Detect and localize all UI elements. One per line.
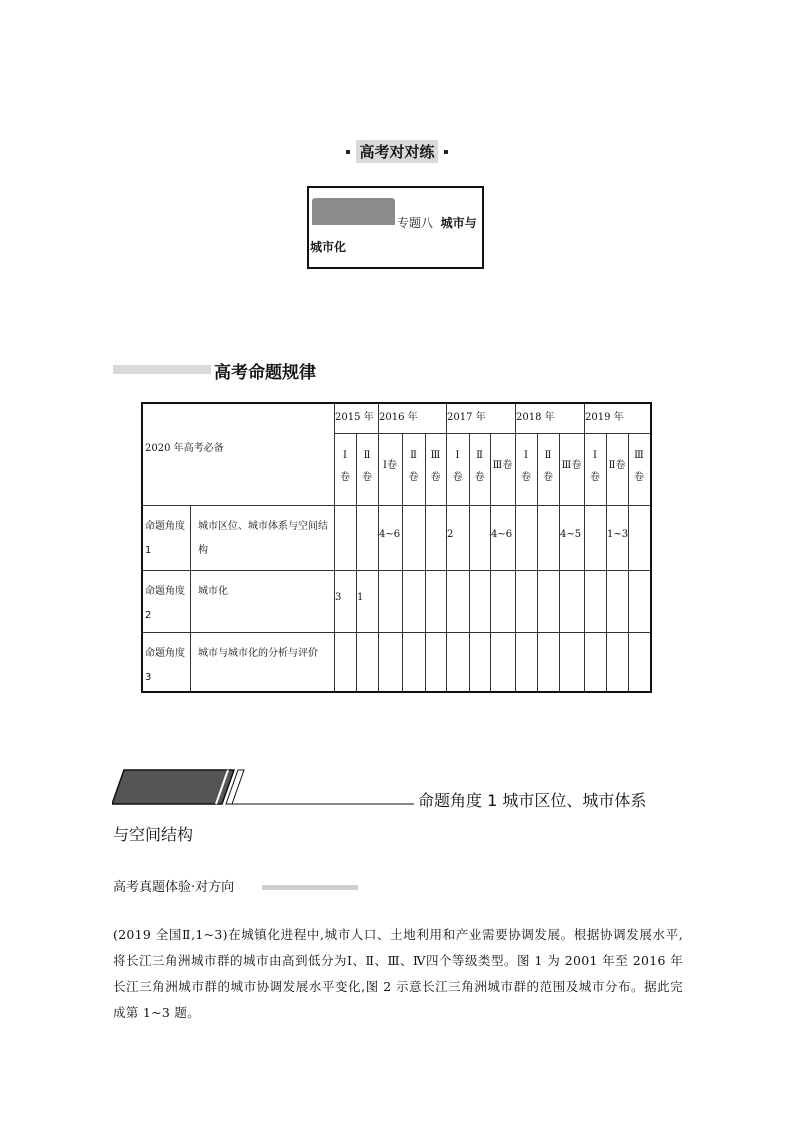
- table-cell-value: 4~6: [491, 528, 513, 540]
- table-paper-header: Ⅱ: [544, 450, 552, 461]
- table-paper-header: 卷: [543, 472, 553, 483]
- topic-box: [307, 186, 484, 269]
- table-grid-line: [334, 404, 335, 691]
- table-paper-header: 卷: [430, 472, 441, 483]
- table-cell-value: 1~3: [607, 528, 629, 540]
- table-paper-header: Ⅱ: [410, 450, 417, 461]
- table-paper-header: Ⅱ: [363, 450, 371, 461]
- table-row-angle: 命题角度 2: [145, 586, 185, 621]
- table-paper-header: Ⅲ卷: [561, 460, 582, 471]
- page-header: [0, 140, 794, 163]
- intro-paragraph: (2019 全国Ⅱ,1~3)在城镇化进程中,城市人口、土地利用和产业需要协调发展。根据协调发展水平,将长江三角洲城市群的城市由高到低分为Ⅰ、Ⅱ、Ⅲ、Ⅳ四个等级类型。图 1 为 2001 年至 2016 年长江三角洲城市群的城市协调发展水平变化,图 2 示意长江三角洲城市群的范围及城市分布。据此完成第 1~3 题。: [113, 927, 683, 1020]
- table-paper-header: 卷: [521, 472, 531, 483]
- table-paper-header: 卷: [590, 472, 600, 483]
- topic-line-1: [397, 214, 477, 231]
- topic-tab-decoration: [312, 198, 395, 225]
- table-grid-line: [378, 404, 379, 691]
- table-grid-line: [143, 632, 650, 633]
- angle-title-line1: 命题角度 1 城市区位、城市体系: [418, 791, 647, 810]
- table-grid-line: [190, 505, 191, 691]
- topic-title-part2: 城市化: [310, 240, 347, 254]
- sub-heading-bar-decoration: [262, 885, 358, 890]
- topic-title-part1: 城市与: [440, 216, 477, 230]
- table-cell-value: 2: [447, 528, 454, 540]
- table-row-topic: 城市化: [198, 586, 228, 597]
- table-paper-header: 卷: [362, 472, 372, 483]
- sub-heading: 高考真题体验·对方向: [113, 880, 235, 895]
- section-title: 高考命题规律: [214, 363, 316, 383]
- table-row-topic: 城市与城市化的分析与评价: [198, 648, 318, 659]
- table-paper-header: Ⅰ: [524, 450, 528, 461]
- table-grid-line: [446, 404, 447, 691]
- table-grid-line: [143, 570, 650, 571]
- table-paper-header: 卷: [340, 472, 350, 483]
- table-paper-header: Ⅰ: [455, 450, 460, 461]
- table-year-header: 2015 年: [335, 412, 374, 423]
- table-paper-header: Ⅱ: [476, 450, 483, 461]
- table-paper-header: 卷: [474, 472, 485, 483]
- table-row-topic: 城市区位、城市体系与空间结构: [198, 521, 328, 556]
- table-grid-line: [402, 433, 403, 691]
- table-cell-value: 4~5: [560, 528, 582, 540]
- table-year-header: 2018 年: [516, 412, 555, 423]
- angle-banner-decoration: [112, 768, 414, 808]
- table-grid-line: [334, 433, 650, 434]
- table-year-header: 2019 年: [585, 412, 624, 423]
- table-cell-value: 4~6: [379, 528, 401, 540]
- square-bullet-icon: [346, 150, 350, 154]
- table-paper-header: Ⅲ卷: [492, 460, 513, 471]
- table-grid-line: [515, 404, 516, 691]
- table-paper-header: 卷: [452, 472, 463, 483]
- table-year-header: 2017 年: [447, 412, 486, 423]
- table-grid-line: [356, 433, 357, 691]
- topic-number: 专题八: [397, 216, 434, 230]
- angle-title-line2: 与空间结构: [113, 825, 194, 844]
- square-bullet-icon: [444, 150, 448, 154]
- table-grid-line: [628, 433, 629, 691]
- table-paper-header: Ⅲ: [634, 450, 644, 461]
- section-bar-decoration: [113, 365, 211, 374]
- table-paper-header: Ⅰ: [593, 450, 597, 461]
- table-grid-line: [537, 433, 538, 691]
- table-paper-header: 卷: [634, 472, 644, 483]
- table-grid-line: [425, 433, 426, 691]
- table-paper-header: Ⅲ: [430, 450, 441, 461]
- table-corner-label: 2020 年高考必备: [145, 443, 224, 454]
- table-paper-header: 卷: [408, 472, 419, 483]
- table-row-angle: 命题角度 3: [145, 648, 185, 683]
- exam-table: [141, 402, 652, 693]
- table-grid-line: [584, 404, 585, 691]
- table-grid-line: [143, 505, 650, 506]
- table-grid-line: [469, 433, 470, 691]
- table-paper-header: Ⅱ卷: [608, 460, 626, 471]
- table-cell-value: 1: [357, 592, 364, 603]
- table-row-angle: 命题角度 1: [145, 521, 185, 556]
- header-title: 高考对对练: [356, 140, 437, 163]
- table-paper-header: Ⅰ: [343, 450, 347, 461]
- table-cell-value: 3: [335, 592, 342, 603]
- table-year-header: 2016 年: [379, 412, 418, 423]
- table-paper-header: Ⅰ卷: [383, 460, 397, 471]
